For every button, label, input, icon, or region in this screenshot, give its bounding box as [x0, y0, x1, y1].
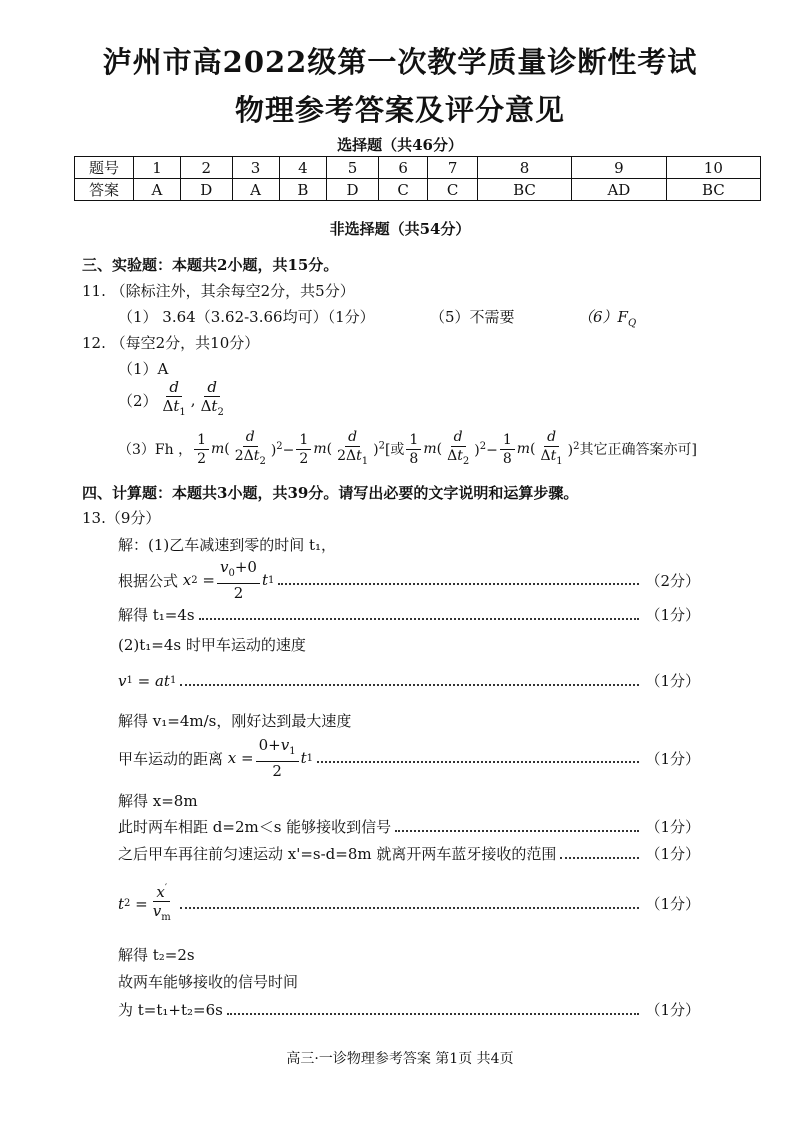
q12-answer-2: （2） $\frac{d}{\Delta t_1}$ , $\frac{d}{\Delta t_2}$	[118, 378, 229, 422]
q13-line-3: 解得 t₁=4s （1分）	[118, 606, 700, 624]
section-3-heading: 三、实验题：本题共2小题，共15分。	[82, 256, 339, 274]
q11-answer-5: （5）不需要	[430, 308, 515, 326]
q11-answer-6: $(6)F_Q$	[578, 308, 637, 329]
answer-cell: AD	[572, 179, 667, 201]
answer-cell: C	[428, 179, 477, 201]
page-footer: 高三·一诊物理参考答案 第1页 共4页	[286, 1051, 514, 1067]
q11-heading: 11. （除标注外，其余每空2分，共5分）	[82, 282, 355, 300]
row-label-answer: 答案	[75, 179, 134, 201]
exam-title: 泸州市高2022级第一次教学质量诊断性考试	[102, 45, 698, 79]
question-number: 3	[232, 157, 279, 179]
q13-line-10: 之后甲车再往前匀速运动 x'=s-d=8m 就离开两车蓝牙接收的范围 （1分）	[118, 845, 700, 863]
q13-line-4: (2)t₁=4s 时甲车运动的速度	[118, 636, 306, 654]
answer-cell: D	[180, 179, 232, 201]
q13-line-6: 解得 v₁=4m/s，刚好达到最大速度	[118, 712, 352, 730]
question-number: 8	[477, 157, 571, 179]
q13-line-5: v 1 = at 1 （1分）	[118, 671, 700, 690]
question-number: 9	[572, 157, 667, 179]
answer-table	[74, 156, 761, 201]
q13-line-14: 为 t=t₁+t₂=6s （1分）	[118, 1001, 700, 1019]
question-number: 1	[134, 157, 181, 179]
question-number: 5	[327, 157, 379, 179]
row-label-question: 题号	[75, 157, 134, 179]
answer-cell: BC	[666, 179, 760, 201]
q13-line-12: 解得 t₂=2s	[118, 946, 195, 964]
formula-fraction: $\frac{d}{\Delta t_2}$	[200, 378, 224, 418]
formula-fraction: $\frac{d}{\Delta t_1}$	[162, 378, 186, 418]
choice-heading: 选择题（共46分）	[337, 136, 463, 154]
answer-cell: BC	[477, 179, 571, 201]
answer-key-title: 物理参考答案及评分意见	[234, 93, 565, 127]
answer-cell: A	[134, 179, 181, 201]
question-number-row	[75, 157, 761, 179]
q13-line-7: 甲车运动的距离 x = $\frac{0+v_1}{2}$ t 1 （1分）	[118, 736, 700, 780]
q13-line-8: 解得 x=8m	[118, 792, 198, 810]
answer-cell: A	[232, 179, 279, 201]
q13-line-9: 此时两车相距 d=2m＜s 能够接收到信号 （1分）	[118, 818, 700, 836]
q12-answer-1: （1）A	[118, 360, 169, 378]
q13-line-2: 根据公式 x 2 = $\frac{v_0+0}{2}$ t 1 （2分）	[118, 558, 700, 602]
q12-answer-3: （3）Fh ， $\frac{1}{2}$ m ( $\frac{d}{2\Delta t_2}$ )$^2$− $\frac{1}{2}$ m ( $\frac{d}{2\Delta t_1}$ )$^2$[或 $\frac{1}{8}$ m ( $\frac{d}{\Delta t_2}$ )$^2$− $\frac{1}{8}$ m ( $\frac{d}{\Delta t_1}$ )$^2$ 其它正确答案亦可]	[118, 429, 697, 467]
question-number: 10	[666, 157, 760, 179]
question-number: 7	[428, 157, 477, 179]
answer-cell: D	[327, 179, 379, 201]
question-number: 2	[180, 157, 232, 179]
q11-answer-1: （1） 3.64（3.62-3.66均可）（1分）	[118, 308, 375, 326]
q12-heading: 12. （每空2分，共10分）	[82, 334, 260, 352]
answer-row	[75, 179, 761, 201]
q13-line-1: 解：(1)乙车减速到零的时间 t₁，	[118, 536, 337, 554]
nonchoice-heading: 非选择题（共54分）	[329, 220, 471, 238]
answer-cell: B	[279, 179, 327, 201]
q13-line-11: t 2 = $\frac{x'}{v_m}$ （1分）	[118, 880, 700, 927]
question-number: 4	[279, 157, 327, 179]
q13-line-13: 故两车能够接收的信号时间	[118, 973, 299, 991]
question-number: 6	[378, 157, 427, 179]
q13-heading: 13.（9分）	[82, 509, 161, 527]
section-4-heading: 四、计算题：本题共3小题，共39分。请写出必要的文字说明和运算步骤。	[82, 484, 579, 502]
answer-cell: C	[378, 179, 427, 201]
